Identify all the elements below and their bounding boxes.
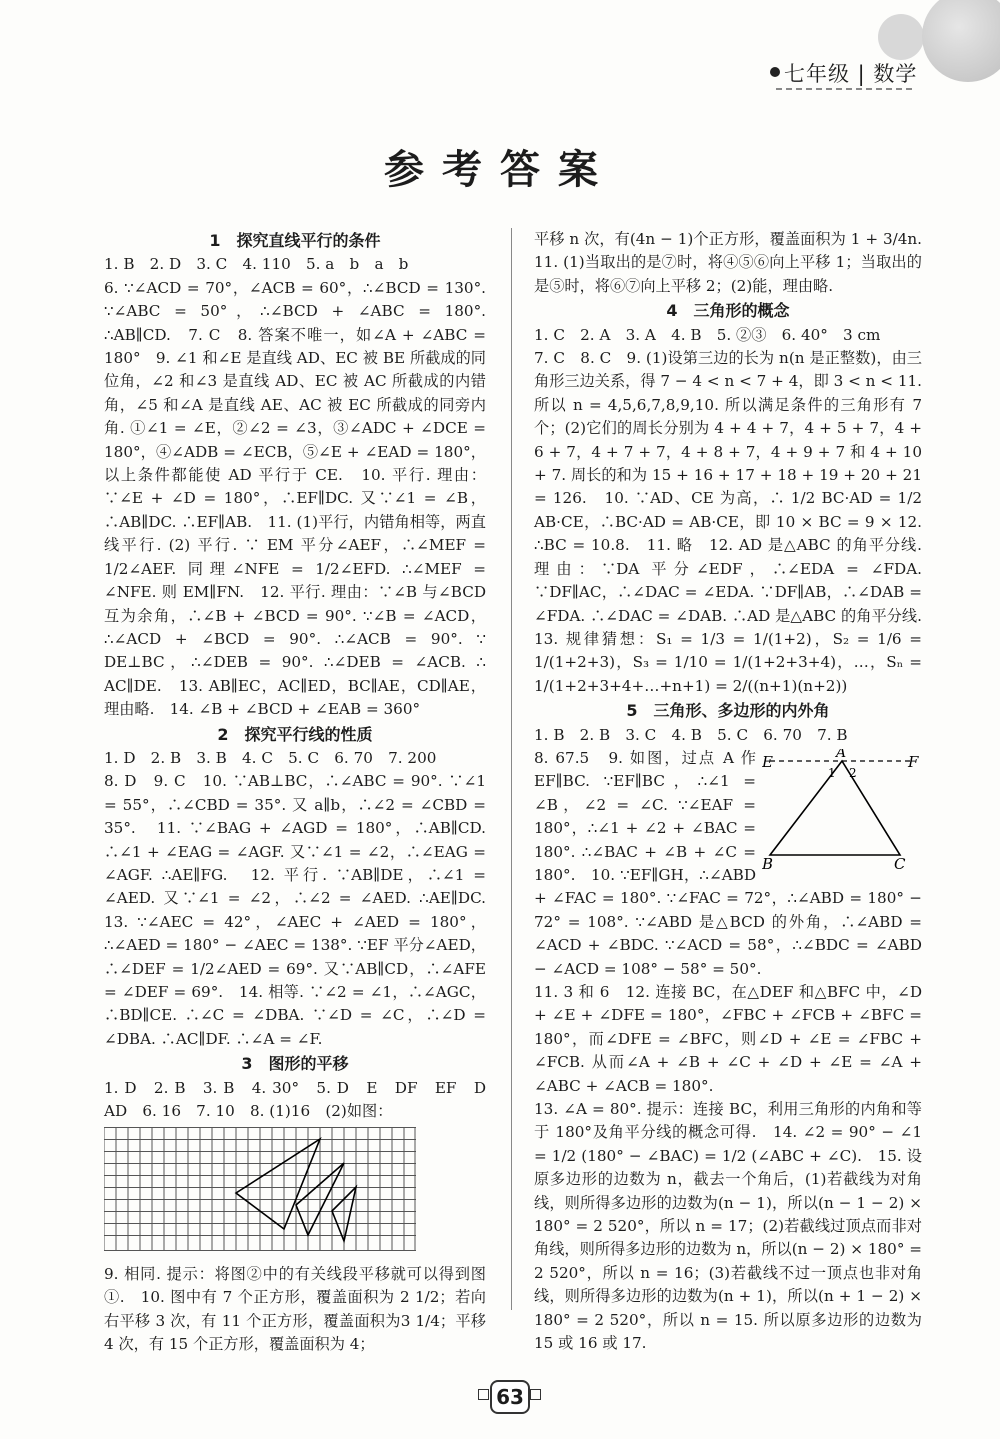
translation-grid-figure bbox=[104, 1127, 486, 1258]
answer-paragraph: 平移 n 次，有(4n − 1)个正方形，覆盖面积为 1 + 3/4n. 11. (1)当取出的是⑦时，将④⑤⑥向上平移 1；当取出的是⑤时，将⑥⑦向上平移 2；(2)能，理由略. bbox=[534, 230, 938, 295]
grid-svg bbox=[104, 1127, 416, 1251]
section-title-3: 3 图形的平移 bbox=[241, 1054, 349, 1074]
answer-line: 1. D 2. B 3. B 4. C 5. C 6. 70 7. 200 bbox=[104, 748, 437, 767]
answer-paragraph: 13. ∠A = 80°. 提示：连接 BC，利用三角形的内角和等于 180°及角平分线的概念可得. 14. ∠2 = 90° − ∠1 = 1/2 (180° − ∠BAC) = 1/2 (∠ABC + ∠C). 15. 设原多边形的边数为 n，截去一个角后，(1)若截线为对角线，则所得多边形的边数为(n − 1)，所以(n − 1 − 2) × 180° = 2 520°，所以 n = 17；(2)若截线过顶点而非对角线，则所得多边形的边数为 n，所以(n − 2) × 180° = 2 520°，所以 n = 16；(3)若截线不过一顶点也非对角线，则所得多边形的边数为(n + 1)，所以(n + 1 − 2) × 180° = 2 520°，所以 n = 15. 所以原多边形的边数为 15 或 16 或 17. bbox=[534, 1100, 922, 1353]
answer-paragraph: 7. C 8. C 9. (1)设第三边的长为 n(n 是正整数)，由三角形三边关系，得 7 − 4 < n < 7 + 4，即 3 < n < 11. 所以 n = 4,5,6,7,8,9,10. 所以满足条件的三角形有 7 个；(2)它们的周长分别为 4 + 4 + 7，4 + 5 + 7，4 + 6 + 7，4 + 7 + 7，4 + 8 + 7，4 + 9 + 7 和 4 + 10 + 7. 周长的和为 15 + 16 + 17 + 18 + 19 + 20 + 21 = 126. 10. ∵AD、CE 为高，∴ 1/2 BC·AD = 1/2 AB·CE，∴BC·AD = AB·CE，即 10 × BC = 9 × 12. ∴BC = 10.8. 11. 略 12. AD 是△ABC 的角平分线. 理由：∵DA 平分∠EDF，∴∠EDA = ∠FDA. ∵DF∥AC，∴∠DAC = ∠EDA. ∵DF∥AB，∴∠DAB = ∠FDA. ∴∠DAC = ∠DAB. ∴AD 是△ABC 的角平分线. 13. 规律猜想：S₁ = 1/3 = 1/(1+2)，S₂ = 1/6 = 1/(1+2+3)，S₃ = 1/10 = 1/(1+2+3+4)，…，Sₙ = 1/(1+2+3+4+…+n+1) = 2/((n+1)(n+2)) bbox=[534, 349, 938, 695]
answer-paragraph: 11. 3 和 6 12. 连接 BC，在△DEF 和△BFC 中，∠D + ∠E + ∠DFE = 180°，∠FBC + ∠FCB + ∠BFC = 180°，而∠DFE = ∠BFC，则∠D + ∠E = ∠FBC + ∠FCB. 从而∠A + ∠B + ∠C + ∠D + ∠E = ∠A + ∠ABC + ∠ACB = 180°. bbox=[534, 983, 922, 1095]
label-C: C bbox=[894, 854, 906, 869]
section-title-2: 2 探究平行线的性质 bbox=[217, 724, 373, 744]
left-column bbox=[104, 228, 502, 1356]
answer-paragraph: 8. D 9. C 10. ∵AB⊥BC，∴∠ABC = 90°. ∵∠1 = 55°，∴∠CBD = 35°. 又 a∥b，∴∠2 = ∠CBD = 35°. 11. ∵∠BAG + ∠AGD = 180°，∴AB∥CD. ∴∠1 + ∠EAG = ∠AGF. 又∵∠1 = ∠2，∴∠EAG = ∠AGF. ∴AE∥FG. 12. 平行. ∵AB∥DE，∴∠1 = ∠AED. 又∵∠1 = ∠2，∴∠2 = ∠AED. ∴AE∥DC. 13. ∵∠AEC = 42°，∠AEC + ∠AED = 180°，∴∠AED = 180° − ∠AEC = 138°. ∵EF 平分∠AED，∴∠DEF = 1/2∠AED = 69°. 又∵AB∥CD，∴∠AFE = ∠DEF = 69°. 14. 相等. ∵∠2 = ∠1，∴∠AGC，∴BD∥CE. ∴∠C = ∠DBA. ∵∠D = ∠C，∴∠D = ∠DBA. ∴AC∥DF. ∴∠A = ∠F. bbox=[104, 772, 502, 1048]
label-angle-1: 1 bbox=[828, 765, 836, 780]
page-number: 63 bbox=[490, 1380, 530, 1414]
column-divider bbox=[511, 228, 512, 1310]
header-dashed-line bbox=[776, 88, 912, 90]
answer-paragraph: 9. 相同. 提示：将图②中的有关线段平移就可以得到图①. 10. 图中有 7 个正方形，覆盖面积为 2 1/2；若向右平移 3 次，有 11 个正方形，覆盖面积为3 1/4；平移 4 次，有 15 个正方形，覆盖面积为 4； bbox=[104, 1264, 486, 1354]
triangle-svg bbox=[762, 749, 922, 869]
answer-line: 1. D 2. B 3. B 4. 30° 5. D E DF EF D AD 6. 16 7. 10 8. (1)16 (2)如图： bbox=[104, 1078, 502, 1121]
right-column bbox=[534, 228, 938, 1356]
label-B: B bbox=[762, 854, 774, 869]
answer-paragraph: 8. 67.5 9. 如图，过点 A 作 EF∥BC. ∵EF∥BC，∴∠1 = ∠B，∠2 = ∠C. ∵∠EAF = 180°，∴∠1 + ∠2 + ∠BAC = 180°. ∴∠BAC + ∠B + ∠C = 180°. 10. ∵EF∥GH，∴∠ABD + ∠FAC = 180°. ∵∠FAC = 72°，∴∠ABD = 180° − 72° = 108°. ∵∠ABD 是△BCD 的外角，∴∠ABD = ∠ACD + ∠BDC. ∵∠ACD = 58°，∴∠BDC = ∠ABD − ∠ACD = 108° − 58° = 50°. bbox=[534, 748, 922, 978]
answer-paragraph: 6. ∵∠ACD = 70°，∠ACB = 60°，∴∠BCD = 130°. ∵∠ABC = 50°，∴∠BCD + ∠ABC = 180°. ∴AB∥CD. 7. C 8. 答案不唯一，如∠A + ∠ABC = 180° 9. ∠1 和∠E 是直线 AD、EC 被 BE 所截成的同位角，∠2 和∠3 是直线 AD、EC 被 AC 所截成的内错角，∠5 和∠A 是直线 AE、AC 被 EC 所截成的同旁内角. ①∠1 = ∠E，②∠2 = ∠3，③∠ADC + ∠DCE = 180°，④∠ADB = ∠ECB，⑤∠E + ∠EAD = 180°，以上条件都能使 AD 平行于 CE. 10. 平行. 理由：∵∠E + ∠D = 180°，∴EF∥DC. 又∵∠1 = ∠B，∴AB∥DC. ∴EF∥AB. 11. (1)平行，内错角相等，两直线平行. (2) 平行. ∵ EM 平分∠AEF，∴∠MEF = 1/2∠AEF. 同理∠NFE = 1/2∠EFD. ∴∠MEF = ∠NFE. 则 EM∥FN. 12. 平行. 理由：∵∠B 与∠BCD 互为余角，∴∠B + ∠BCD = 90°. ∵∠B = ∠ACD，∴∠ACD + ∠BCD = 90°. ∴∠ACB = 90°. ∵ DE⊥BC，∴∠DEB = 90°. ∴∠DEB = ∠ACB. ∴ AC∥DE. 13. AB∥EC，AC∥ED，BC∥AE，CD∥AE，理由略. 14. ∠B + ∠BCD + ∠EAB = 360° bbox=[104, 278, 486, 719]
section-title-5: 5 三角形、多边形的内外角 bbox=[626, 701, 830, 721]
answer-line: 1. B 2. B 3. C 4. B 5. C 6. 70 7. B bbox=[534, 725, 848, 744]
label-F: F bbox=[908, 752, 919, 771]
label-angle-2: 2 bbox=[849, 765, 857, 780]
decor-circle-small bbox=[878, 14, 924, 60]
label-E: E bbox=[762, 752, 773, 771]
decor-circle bbox=[922, 0, 1000, 82]
label-A: A bbox=[836, 748, 847, 761]
answer-line: 1. B 2. D 3. C 4. 110 5. a b a b bbox=[104, 255, 409, 274]
triangle-figure bbox=[762, 749, 922, 876]
page-number-decor-left bbox=[478, 1389, 489, 1400]
page-number-decor-right bbox=[530, 1389, 541, 1400]
answer-line: 1. C 2. A 3. A 4. B 5. ②③ 6. 40° 3 cm bbox=[534, 325, 881, 344]
grade-subject-label: 七年级 | 数学 bbox=[784, 62, 918, 86]
section-title-4: 4 三角形的概念 bbox=[666, 301, 790, 321]
section-title-1: 1 探究直线平行的条件 bbox=[209, 231, 381, 250]
header-bullet-icon bbox=[770, 67, 780, 77]
page-title: 参考答案 bbox=[384, 146, 616, 193]
